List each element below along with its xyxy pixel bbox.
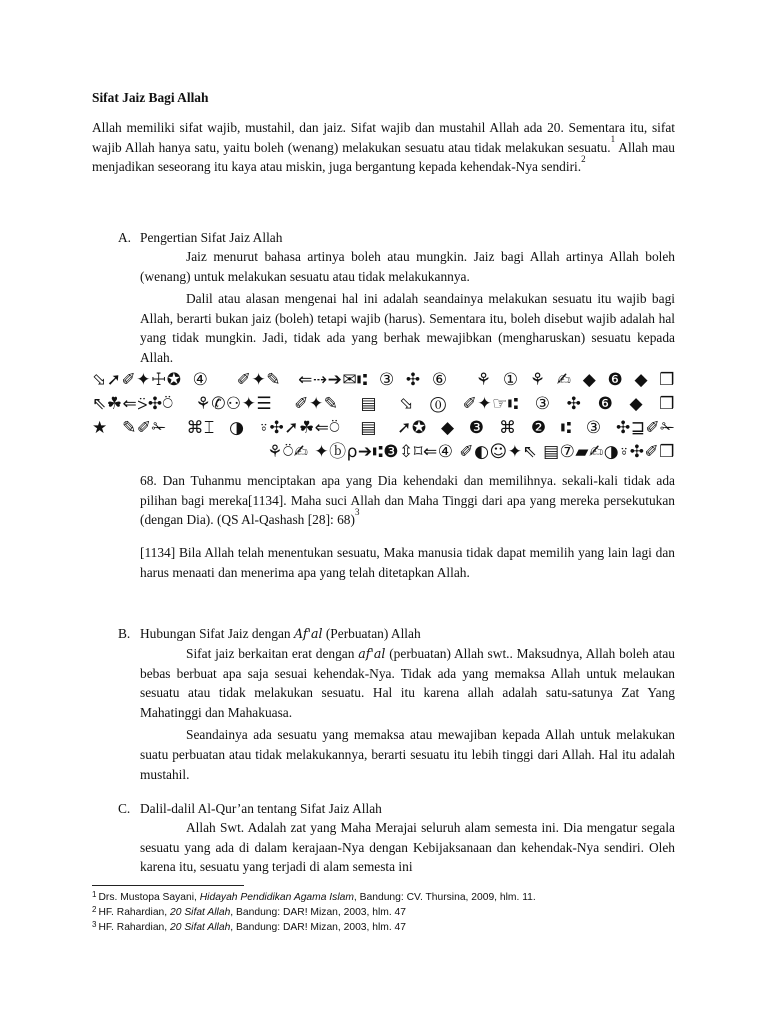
section-a-paragraph-1: Jaiz menurut bahasa artinya boleh atau mungkin. Jaiz bagi Allah artinya Allah boleh (wenang) untuk melakukan sesuatu atau tidak melakukannya. bbox=[140, 249, 675, 284]
verse-translation bbox=[140, 471, 675, 530]
section-b-p1-post: (perbuatan) Allah swt.. Maksudnya, Allah boleh atau bebas berbuat apa saja sesuai kehendak-Nya. Tidak ada yang memaksa Allah untuk melaukan sesuatu atau tidak melakukan sesuatu. Hal itu karena allah adalah satu-satunya Zat Yang Mahatinggi dan Mahakuasa. bbox=[140, 646, 675, 720]
section-b-paragraph-1 bbox=[140, 644, 675, 722]
section-b-title-term: Af'al bbox=[293, 626, 323, 641]
intro-text-1: Allah memiliki sifat wajib, mustahil, dan jaiz. Sifat wajib dan mustahil Allah ada 20. Sementara itu, sifat wajib Allah hanya satu, yaitu boleh (wenang) melakukan sesuatu atau tidak melakukan sesuatu. bbox=[92, 120, 675, 155]
footnote-1-number: 1 bbox=[92, 890, 97, 899]
section-b-body bbox=[140, 644, 675, 787]
footnote-2-book-title: 20 Sifat Allah bbox=[170, 907, 231, 918]
section-a-body bbox=[140, 247, 675, 371]
footnote-2-number: 2 bbox=[92, 905, 97, 914]
section-b-p1-pre: Sifat jaiz berkaitan erat dengan bbox=[186, 646, 359, 661]
section-b-paragraph-2: Seandainya ada sesuatu yang memaksa atau mewajiban kepada Allah untuk melakukan suatu perbuatan atau tidak melakukannya, berarti sesuatu itu lebih tinggi dari Allah. Hal itu adalah mustahil. bbox=[140, 727, 675, 782]
footnote-2 bbox=[92, 905, 692, 920]
footnote-1-book-title: Hidayah Pendidikan Agama Islam bbox=[199, 892, 354, 903]
footnote-3-number: 3 bbox=[92, 920, 97, 929]
section-c-body bbox=[140, 818, 675, 880]
footnote-1-publisher: , Bandung: CV. Thursina, 2009, hlm. 11. bbox=[353, 892, 536, 903]
arabic-verse-line-2: ⇖☘⇐⍩✣⍥ ⚘✆⚇✦☰ ✐✦✎ ▤ ⬂⓪✐✦☞⑆③✣❻◆❒ bbox=[92, 394, 675, 414]
footnote-3-author: HF. Rahardian, bbox=[98, 922, 170, 933]
footnote-3 bbox=[92, 920, 692, 935]
footnote-ref-3[interactable]: 3 bbox=[354, 506, 360, 517]
footnotes bbox=[92, 890, 692, 935]
footnote-3-book-title: 20 Sifat Allah bbox=[170, 922, 231, 933]
document-title: Sifat Jaiz Bagi Allah bbox=[92, 90, 209, 105]
section-c-title: Dalil-dalil Al-Qur’an tentang Sifat Jaiz Allah bbox=[140, 801, 382, 816]
section-c-heading bbox=[118, 799, 382, 819]
section-a-heading bbox=[118, 228, 282, 248]
section-b-heading bbox=[118, 624, 421, 644]
section-a-letter: A. bbox=[118, 230, 132, 245]
arabic-verse-line-1: ⬂➚✐✦☩✪④ ✐✦✎ ⇐⇢➔✉⑆③✣⑥ ⚘①⚘✍◆❻◆❒ bbox=[92, 370, 675, 390]
arabic-verse-line-3: ★✎✐✁ ⌘⌶◑⍤✣➚☘⇐⍥ ▤ ➚✪◆❸⌘❷⑆③✣⊒✐✁ bbox=[92, 418, 675, 438]
footnote-1 bbox=[92, 890, 692, 905]
footnote-2-publisher: , Bandung: DAR! Mizan, 2003, hlm. 47 bbox=[230, 907, 407, 918]
arabic-verse bbox=[92, 368, 675, 464]
intro-paragraph bbox=[92, 118, 675, 177]
verse-note: [1134] Bila Allah telah menentukan sesuatu, Maka manusia tidak dapat memilih yang lain lagi dan harus menaati dan menerima apa yang telah ditetapkan Allah. bbox=[140, 545, 675, 580]
section-b-title-post: (Perbuatan) Allah bbox=[322, 626, 421, 641]
footnote-3-publisher: , Bandung: DAR! Mizan, 2003, hlm. 47 bbox=[230, 922, 407, 933]
verse-translation-text: 68. Dan Tuhanmu menciptakan apa yang Dia kehendaki dan memilihnya. sekali-kali tidak ada pilihan bagi mereka[1134]. Maha suci Allah dan Maha Tinggi dari apa yang mereka persekutukan (dengan Dia). (QS Al-Qashash [28]: 68) bbox=[140, 473, 675, 528]
intro-text-2: Allah mau menjadikan seseorang itu kaya atau miskin, juga bergantung kepada kehendak-Nya sendiri. bbox=[92, 139, 676, 175]
section-b-title-pre: Hubungan Sifat Jaiz dengan bbox=[140, 626, 294, 641]
section-c-letter: C. bbox=[118, 801, 131, 816]
section-a-title: Pengertian Sifat Jaiz Allah bbox=[140, 230, 283, 245]
footnote-divider bbox=[92, 885, 244, 886]
footnote-ref-1[interactable]: 1 bbox=[610, 134, 616, 145]
section-c-paragraph-1: Allah Swt. Adalah zat yang Maha Merajai seluruh alam semesta ini. Dia mengatur segala sesuatu yang ada di dalam kerajaan-Nya dengan Kebijaksanaan dan kehendak-Nya sendiri. Oleh karena itu, sesuatu yang terjadi di alam semesta ini bbox=[140, 820, 675, 875]
footnote-1-author: Drs. Mustopa Sayani, bbox=[98, 892, 200, 903]
footnote-2-author: HF. Rahardian, bbox=[98, 907, 170, 918]
footnote-ref-2[interactable]: 2 bbox=[581, 153, 586, 164]
section-b-letter: B. bbox=[118, 626, 131, 641]
arabic-verse-line-4: ⚘⍥✍ ✦ⓑ⍴➔⑆❸⇳⌑⇐④ ✐◐☺✦⇖ ▤⑦▰✍◑⍤✣✐❒ bbox=[267, 442, 675, 462]
section-a-paragraph-2: Dalil atau alasan mengenai hal ini adalah seandainya melakukan sesuatu itu wajib bagi Allah, berarti bukan jaiz (boleh) tetapi wajib (harus). Sementara itu, boleh disebut wajib adalah hal yang tidak mungkin. Jadi, tidak ada yang berhak mewajibkan (mengharuskan) sesuatu kepada Allah. bbox=[140, 291, 675, 365]
section-b-p1-term: af'al bbox=[358, 646, 386, 661]
